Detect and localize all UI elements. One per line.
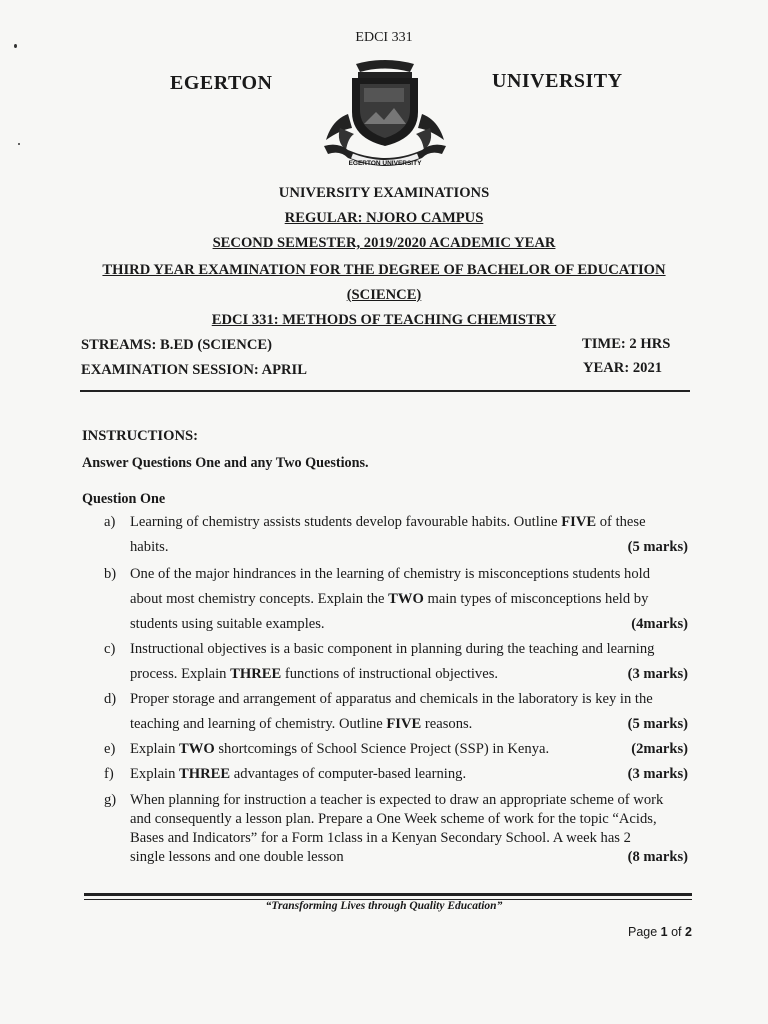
title-semester: SECOND SEMESTER, 2019/2020 ACADEMIC YEAR xyxy=(212,235,556,251)
item-label: a) xyxy=(104,514,116,530)
item-text: When planning for instruction a teacher is expected to draw an appropriate scheme of work and consequently a lesson plan. Prepare a One Week scheme of work for the topic “Acids, Bases and Indicators” for a Form 1class in a Kenyan Secondary School. A week has 2 single lessons and one double lesson xyxy=(130,792,664,865)
item-marks: (3 marks) xyxy=(627,666,688,682)
item-marks: (2marks) xyxy=(631,741,688,757)
instructions-heading: INSTRUCTIONS: xyxy=(82,428,198,444)
item-label: f) xyxy=(104,766,114,782)
title-campus: REGULAR: NJORO CAMPUS xyxy=(284,210,484,226)
item-text: Learning of chemistry assists students develop favourable habits. Outline FIVE of these habits. xyxy=(130,514,646,555)
university-name-left: EGERTON xyxy=(170,72,273,94)
item-label: d) xyxy=(104,691,117,707)
title-examinations: UNIVERSITY EXAMINATIONS xyxy=(278,185,490,201)
question-item-c xyxy=(104,637,694,687)
title-degree-science: (SCIENCE) xyxy=(346,287,422,303)
item-label: b) xyxy=(104,566,117,582)
item-text: Explain THREE advantages of computer-based learning. xyxy=(130,766,467,782)
question-item-g xyxy=(104,791,694,867)
item-text: One of the major hindrances in the learning of chemistry is misconceptions students hold about most chemistry concepts. Explain the TWO main types of misconceptions held by students using suitable examples. xyxy=(130,566,650,632)
question-item-b xyxy=(104,562,694,637)
footer-motto: “Transforming Lives through Quality Education” xyxy=(265,900,503,912)
course-code: EDCI 331 xyxy=(355,30,413,45)
item-text: Proper storage and arrangement of apparatus and chemicals in the laboratory is key in the teaching and learning of chemistry. Outline FIVE reasons. xyxy=(130,691,653,732)
item-marks: (5 marks) xyxy=(627,716,688,732)
item-text: Explain TWO shortcomings of School Science Project (SSP) in Kenya. xyxy=(130,741,550,757)
title-degree: THIRD YEAR EXAMINATION FOR THE DEGREE OF BACHELOR OF EDUCATION xyxy=(102,262,666,278)
page-number: Page 1 of 2 xyxy=(628,925,692,939)
crest-banner-text: EGERTON UNIVERSITY xyxy=(348,160,422,167)
exam-year: YEAR: 2021 xyxy=(583,360,663,376)
item-label: e) xyxy=(104,741,116,757)
divider-top xyxy=(80,390,690,392)
question-item-a xyxy=(104,510,694,560)
instructions-text: Answer Questions One and any Two Questions. xyxy=(82,455,369,471)
streams: STREAMS: B.ED (SCIENCE) xyxy=(81,337,272,353)
question-item-f xyxy=(104,762,694,787)
exam-session: EXAMINATION SESSION: APRIL xyxy=(81,362,307,378)
scan-speck xyxy=(18,143,20,145)
footer-rule-thick xyxy=(84,893,692,896)
item-marks: (8 marks) xyxy=(627,849,688,865)
question-item-e xyxy=(104,737,694,762)
item-marks: (3 marks) xyxy=(627,766,688,782)
item-label: c) xyxy=(104,641,116,657)
university-crest-logo xyxy=(318,54,452,174)
university-name-right: UNIVERSITY xyxy=(492,70,623,92)
item-label: g) xyxy=(104,792,117,808)
item-marks: (5 marks) xyxy=(627,539,688,555)
question-one-heading: Question One xyxy=(82,491,166,507)
item-marks: (4marks) xyxy=(631,616,688,632)
item-text: Instructional objectives is a basic component in planning during the teaching and learning process. Explain THREE functions of instructional objectives. xyxy=(130,641,655,682)
question-item-d xyxy=(104,687,694,737)
title-course: EDCI 331: METHODS OF TEACHING CHEMISTRY xyxy=(211,312,557,328)
exam-time: TIME: 2 HRS xyxy=(582,336,671,352)
